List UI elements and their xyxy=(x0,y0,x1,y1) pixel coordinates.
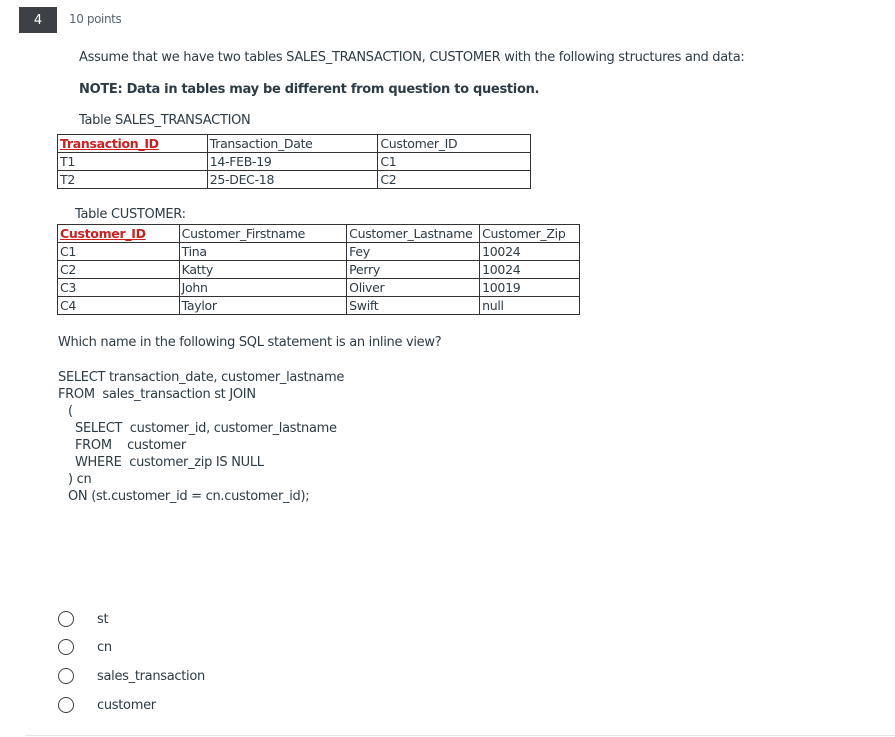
table-cell: Perry xyxy=(347,261,480,279)
question-intro: Assume that we have two tables SALES_TRANSACTION, CUSTOMER with the following structures and data: xyxy=(79,50,745,65)
table-cell: C1 xyxy=(378,153,531,171)
option-label[interactable]: st xyxy=(97,612,109,627)
question-number: 4 xyxy=(33,12,43,28)
table-header-cell: Transaction_ID xyxy=(58,135,208,153)
table-cell: 10024 xyxy=(480,261,580,279)
table-header-cell: Customer_Zip xyxy=(480,225,580,243)
option-radio-customer[interactable] xyxy=(58,697,74,713)
table-cell: 14-FEB-19 xyxy=(207,153,378,171)
table-header-cell: Customer_Firstname xyxy=(179,225,347,243)
table-cell: T2 xyxy=(58,171,208,189)
table-cell: Swift xyxy=(347,297,480,315)
table-row xyxy=(58,171,531,189)
table-cell: Tina xyxy=(179,243,347,261)
table-cell: John xyxy=(179,279,347,297)
option-radio-cn[interactable] xyxy=(58,639,74,655)
question-number-badge xyxy=(19,7,57,33)
table-header-cell: Customer_ID xyxy=(58,225,180,243)
table-row xyxy=(58,297,580,315)
table-cell: Fey xyxy=(347,243,480,261)
table-row xyxy=(58,243,580,261)
sql-line: ) cn xyxy=(68,472,92,487)
table-cell: C3 xyxy=(58,279,180,297)
table-cell: C1 xyxy=(58,243,180,261)
table2-title: Table CUSTOMER: xyxy=(75,207,186,222)
sql-line: ON (st.customer_id = cn.customer_id); xyxy=(68,489,310,504)
option-label[interactable]: customer xyxy=(97,698,156,713)
option-label[interactable]: cn xyxy=(97,640,112,655)
table-cell: 10024 xyxy=(480,243,580,261)
table-cell: C4 xyxy=(58,297,180,315)
sql-line: WHERE customer_zip IS NULL xyxy=(75,455,264,470)
table-cell: Taylor xyxy=(179,297,347,315)
customer-table xyxy=(57,224,580,315)
option-radio-sales-transaction[interactable] xyxy=(58,668,74,684)
table1-title: Table SALES_TRANSACTION xyxy=(79,113,251,128)
option-label[interactable]: sales_transaction xyxy=(97,669,205,684)
sql-line: FROM sales_transaction st JOIN xyxy=(58,387,256,402)
sales-transaction-table xyxy=(57,134,531,189)
table-cell: C2 xyxy=(378,171,531,189)
table-header-cell: Transaction_Date xyxy=(207,135,378,153)
table-cell: C2 xyxy=(58,261,180,279)
table-cell: Oliver xyxy=(347,279,480,297)
sql-line: SELECT transaction_date, customer_lastname xyxy=(58,370,345,385)
table-header-row xyxy=(58,135,531,153)
sql-line: SELECT customer_id, customer_lastname xyxy=(75,421,337,436)
table-header-cell: Customer_Lastname xyxy=(347,225,480,243)
table-cell: null xyxy=(480,297,580,315)
question-points: 10 points xyxy=(69,12,122,26)
table-row xyxy=(58,279,580,297)
table-row xyxy=(58,153,531,171)
table-cell: 10019 xyxy=(480,279,580,297)
option-radio-st[interactable] xyxy=(58,611,74,627)
table-cell: 25-DEC-18 xyxy=(207,171,378,189)
table-cell: Katty xyxy=(179,261,347,279)
table-header-row xyxy=(58,225,580,243)
question-prompt: Which name in the following SQL statement is an inline view? xyxy=(58,335,442,350)
question-note: NOTE: Data in tables may be different from question to question. xyxy=(79,82,540,97)
divider xyxy=(25,735,895,736)
table-cell: T1 xyxy=(58,153,208,171)
table-row xyxy=(58,261,580,279)
sql-line: ( xyxy=(68,404,73,419)
sql-line: FROM customer xyxy=(75,438,186,453)
table-header-cell: Customer_ID xyxy=(378,135,531,153)
